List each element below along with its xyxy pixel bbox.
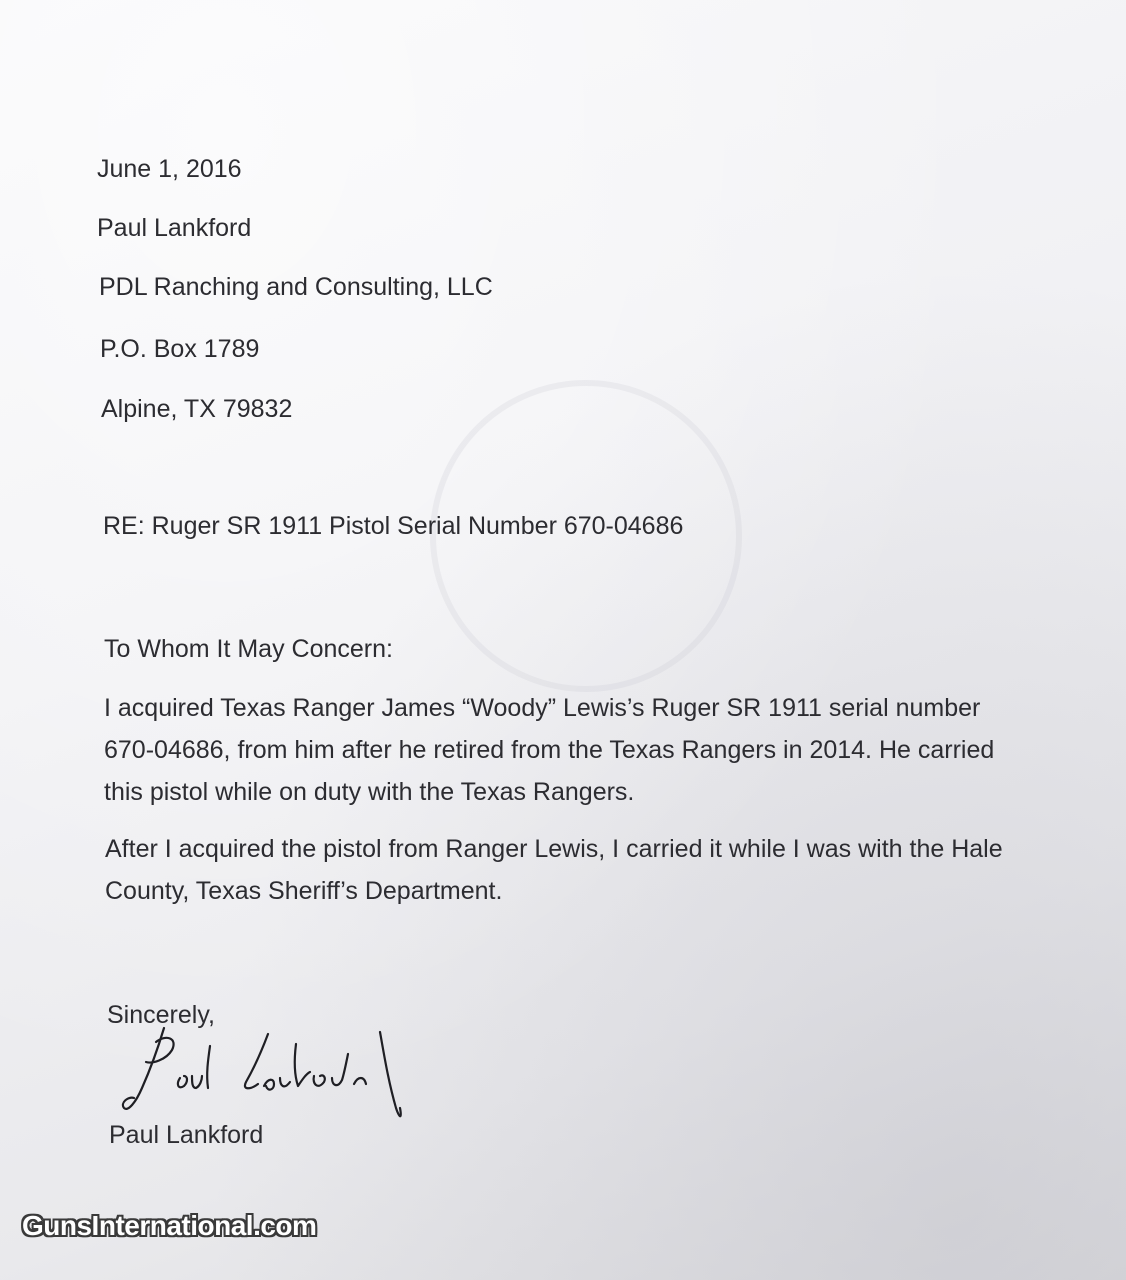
closing: Sincerely, <box>107 1001 215 1029</box>
handwritten-signature <box>118 1024 418 1124</box>
sender-po-box: P.O. Box 1789 <box>100 335 260 363</box>
body-paragraph-1-line: I acquired Texas Ranger James “Woody” Lewis’s Ruger SR 1911 serial number <box>104 694 981 722</box>
letter-date: June 1, 2016 <box>97 155 242 183</box>
sender-city-state-zip: Alpine, TX 79832 <box>101 395 293 423</box>
signature-name: Paul Lankford <box>109 1121 264 1149</box>
sender-company: PDL Ranching and Consulting, LLC <box>99 273 493 301</box>
sender-name: Paul Lankford <box>97 214 252 242</box>
salutation: To Whom It May Concern: <box>104 635 393 663</box>
body-paragraph-2-line: County, Texas Sheriff’s Department. <box>105 877 503 905</box>
body-paragraph-2 <box>105 828 1065 912</box>
body-paragraph-1-line: 670-04686, from him after he retired from the Texas Rangers in 2014. He carried <box>104 736 995 764</box>
body-paragraph-1 <box>104 687 1064 813</box>
body-paragraph-1-line: this pistol while on duty with the Texas Rangers. <box>104 778 635 806</box>
letter-subject: RE: Ruger SR 1911 Pistol Serial Number 670-04686 <box>103 512 684 540</box>
watermark-logo: GunsInternational.com <box>22 1210 317 1241</box>
body-paragraph-2-line: After I acquired the pistol from Ranger Lewis, I carried it while I was with the Hale <box>105 835 1003 863</box>
